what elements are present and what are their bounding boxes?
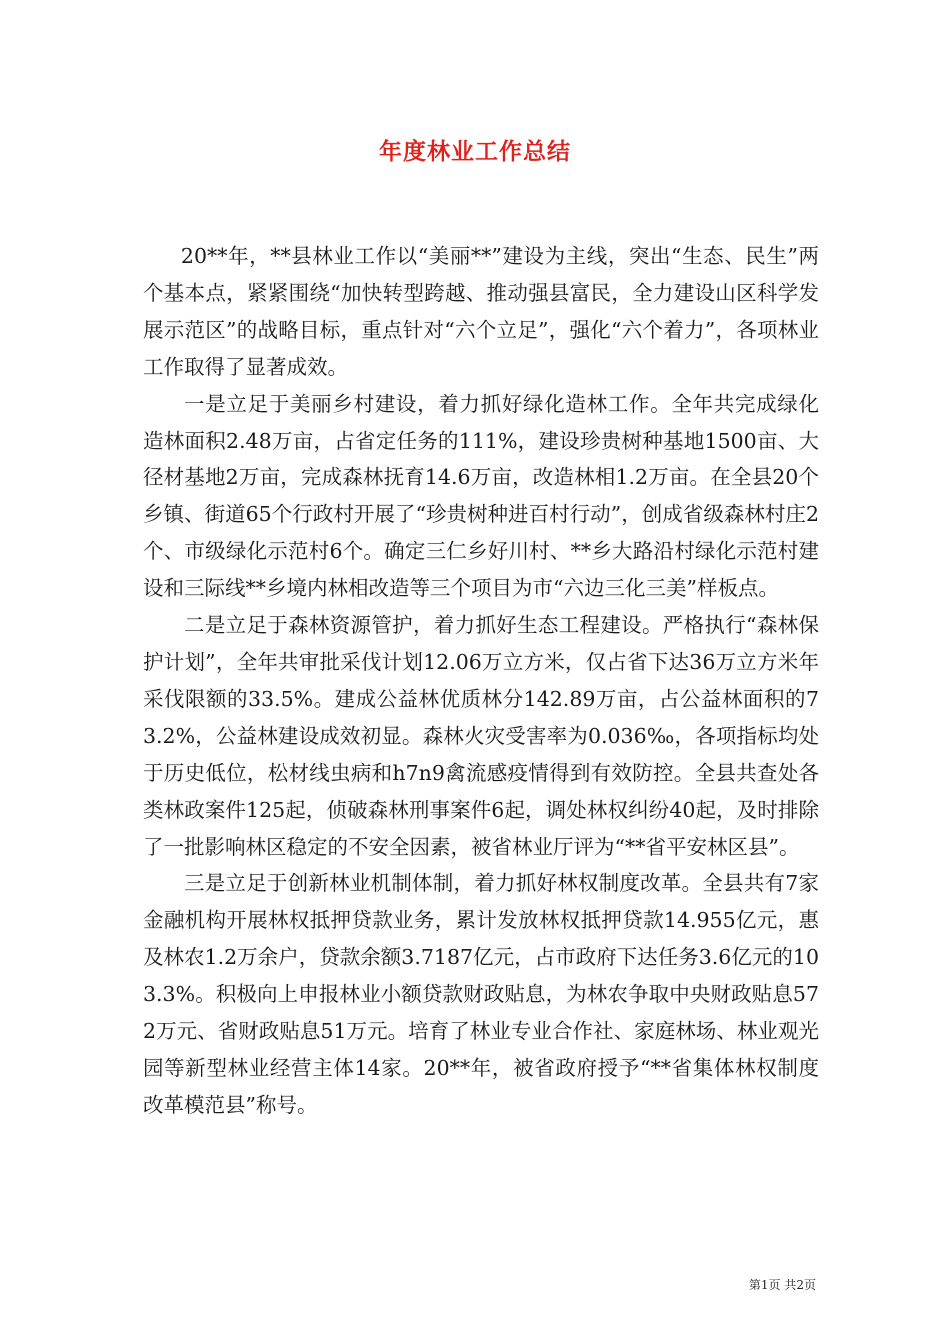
paragraph-intro: 20**年，**县林业工作以“美丽**”建设为主线，突出“生态、民生”两个基本点，紧紧围绕“加快转型跨越、推动强县富民，全力建设山区科学发展示范区”的战略目标，重点针对“六个立足”，强化“六个着力”，各项林业工作取得了显著成效。 [143,244,819,379]
document-title: 年度林业工作总结 [379,139,571,165]
page-number: 第1页 共2页 [748,1278,816,1292]
paragraph-forest-protection: 二是立足于森林资源管护，着力抓好生态工程建设。严格执行“森林保护计划”，全年共审批采伐计划12.06万立方米，仅占省下达36万立方米年采伐限额的33.5%。建成公益林优质林分142.89万亩，占公益林面积的73.2%，公益林建设成效初显。森林火灾受害率为0.036‰，各项指标均处于历史低位，松材线虫病和h7n9禽流感疫情得到有效防控。全县共查处各类林政案件125起，侦破森林刑事案件6起，调处林权纠纷40起，及时排除了一批影响林区稳定的不安全因素，被省林业厅评为“**省平安林区县”。 [143,613,819,859]
paragraph-afforestation: 一是立足于美丽乡村建设，着力抓好绿化造林工作。全年共完成绿化造林面积2.48万亩，占省定任务的111%，建设珍贵树种基地1500亩、大径材基地2万亩，完成森林抚育14.6万亩，改造林相1.2万亩。在全县20个乡镇、街道65个行政村开展了“珍贵树种进百村行动”，创成省级森林村庄2个、市级绿化示范村6个。确定三仁乡好川村、**乡大路沿村绿化示范村建设和三际线**乡境内林相改造等三个项目为市“六边三化三美”样板点。 [143,391,819,601]
paragraph-forest-tenure-reform: 三是立足于创新林业机制体制，着力抓好林权制度改革。全县共有7家金融机构开展林权抵押贷款业务，累计发放林权抵押贷款14.955亿元，惠及林农1.2万余户，贷款余额3.7187亿元，占市政府下达任务3.6亿元的103.3%。积极向上申报林业小额贷款财政贴息，为林农争取中央财政贴息572万元、省财政贴息51万元。培育了林业专业合作社、家庭林场、林业观光园等新型林业经营主体14家。20**年，被省政府授予“**省集体林权制度改革模范县”称号。 [143,871,819,1117]
document-body [143,238,819,1124]
